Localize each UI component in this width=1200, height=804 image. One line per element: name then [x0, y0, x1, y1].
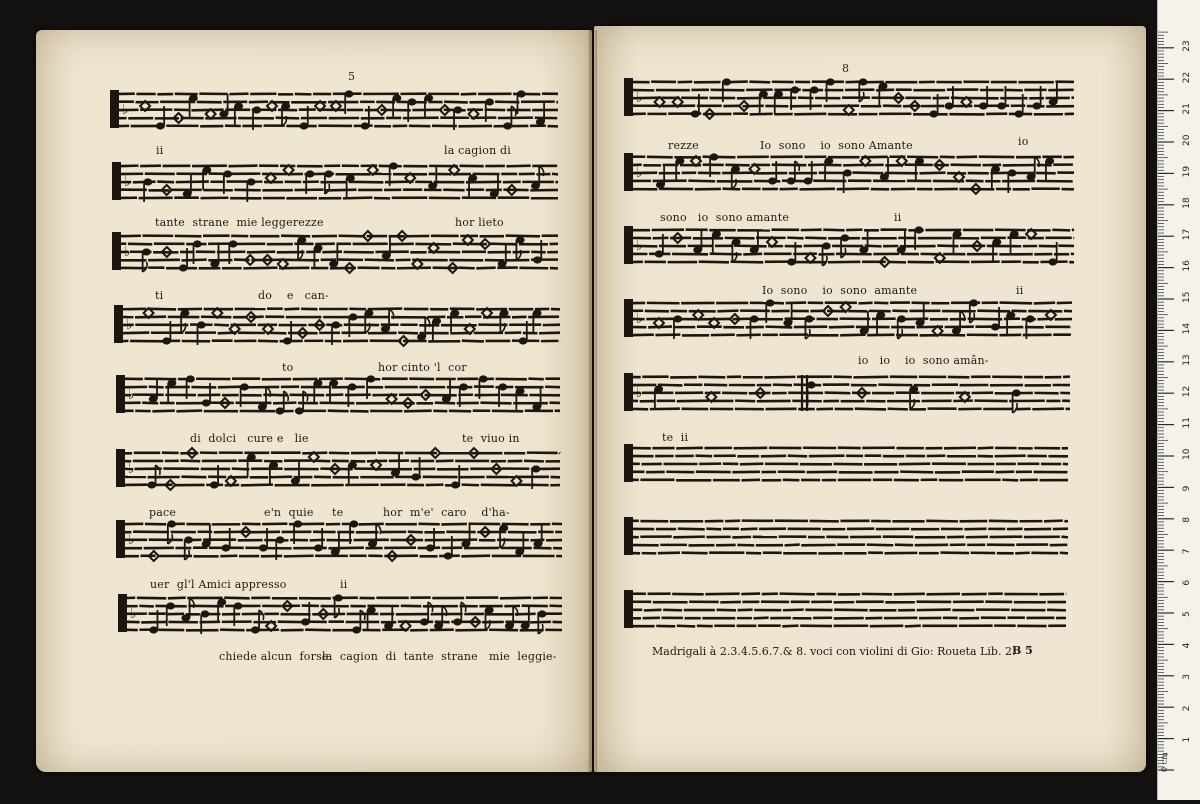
ruler-mark-label: 8 — [1182, 517, 1192, 523]
clef-mark — [624, 299, 633, 337]
ruler-unit-label: 0 cm — [1160, 752, 1169, 772]
staff-line — [1061, 537, 1068, 538]
staff-line — [157, 182, 174, 183]
staff-line — [328, 411, 349, 412]
staff-line — [764, 377, 795, 378]
key-signature-mark: ♭ — [128, 461, 135, 477]
staff-line — [658, 385, 682, 386]
measurement-ruler — [1157, 0, 1200, 800]
staff-line — [524, 461, 544, 462]
ruler-mark-label: 3 — [1182, 674, 1192, 680]
clef-mark — [624, 590, 633, 628]
staff-line — [258, 341, 278, 342]
clef-mark — [112, 162, 121, 200]
staff-line — [740, 464, 763, 465]
staff-line — [743, 254, 762, 255]
right-lyric-line-4: io io io sono amân- — [858, 354, 989, 367]
key-signature-mark: ♭ — [124, 244, 131, 260]
left-lyric-line-7: ii — [340, 578, 347, 591]
left-lyric-line-5: di dolci cure e lie — [190, 432, 309, 445]
staff-line — [698, 377, 725, 378]
key-signature-mark: ♭ — [128, 387, 135, 403]
staff-line — [1002, 480, 1018, 481]
staff-line — [284, 309, 299, 310]
left-staff-5 — [116, 373, 560, 419]
staff-line — [507, 166, 531, 167]
staff-line — [489, 244, 518, 245]
staff-line — [853, 377, 888, 378]
staff-line — [461, 556, 490, 557]
staff-line — [682, 553, 708, 554]
ruler-mark-label: 13 — [1182, 354, 1192, 365]
right-lyric-line-1: io — [1018, 135, 1029, 148]
staff-line — [480, 403, 511, 404]
ruler-mark-label: 2 — [1182, 705, 1192, 711]
staff-line — [144, 379, 176, 380]
ruler-scale — [1158, 0, 1200, 800]
staff-line — [408, 532, 423, 533]
right-lyric-line-1: Io sono io sono Amante — [760, 139, 913, 152]
staff-line — [706, 529, 721, 530]
clef-mark — [624, 226, 633, 264]
clef-mark — [624, 78, 633, 116]
staff-line — [995, 472, 1014, 473]
key-signature-mark: ♭ — [122, 102, 129, 118]
ruler-mark-label: 18 — [1182, 197, 1192, 209]
staff-line — [855, 409, 886, 410]
staff-line — [466, 182, 501, 183]
staff-line — [677, 626, 695, 627]
staff-line — [128, 244, 152, 245]
staff-line — [495, 102, 519, 103]
ruler-mark-label: 6 — [1182, 580, 1192, 586]
ruler-mark-label: 12 — [1182, 386, 1192, 397]
staff-line — [1052, 230, 1070, 231]
right-lyric-line-2: sono io sono amante — [660, 211, 789, 224]
staff-line — [765, 327, 792, 328]
left-staff-1 — [110, 88, 558, 134]
staff-line — [878, 385, 912, 386]
left-lyric-line-2: tante strane mie leggerezze — [155, 216, 324, 229]
clef-mark — [624, 373, 633, 411]
staff-line — [492, 411, 523, 412]
staff-line — [214, 325, 229, 326]
staff-line — [725, 521, 740, 522]
printer-footer: Madrigali à 2.3.4.5.6.7.& 8. voci con violini di Gio: Roueta Lib. 2. — [652, 645, 1015, 658]
ruler-mark-label: 17 — [1182, 229, 1192, 240]
staff-line — [1000, 303, 1033, 304]
left-lyric-line-7: uer gl'l Amici appresso — [150, 578, 287, 591]
staff-line — [995, 456, 1026, 457]
key-signature-mark: ♭ — [636, 165, 643, 181]
right-staff-5 — [624, 371, 1070, 417]
staff-line — [530, 622, 551, 623]
left-lyric-line-6: hor m'e' caro d'ha- — [383, 506, 510, 519]
left-staff-3 — [112, 230, 558, 276]
staff-line — [750, 114, 773, 115]
right-staff-6 — [624, 442, 1068, 488]
key-signature-mark: ♭ — [636, 238, 643, 254]
clef-mark — [624, 444, 633, 482]
book-gutter — [589, 30, 597, 772]
ruler-mark-label: 5 — [1182, 611, 1192, 617]
left-staff-8 — [118, 592, 562, 638]
staff-line — [732, 537, 751, 538]
staff-line — [734, 246, 767, 247]
staff-line — [506, 236, 540, 237]
staff-line — [695, 456, 712, 457]
staff-line — [799, 189, 835, 190]
staff-line — [449, 411, 471, 412]
staff-line — [785, 545, 800, 546]
staff-line — [926, 521, 958, 522]
staff-line — [191, 110, 223, 111]
ruler-mark-label: 1 — [1182, 737, 1192, 743]
right-page-number: 8 — [842, 62, 849, 75]
staff-line — [782, 626, 798, 627]
staff-line — [829, 327, 854, 328]
staff-line — [977, 311, 1010, 312]
staff-line — [1015, 553, 1030, 554]
staff-line — [783, 610, 804, 611]
staff-line — [805, 238, 826, 239]
left-lyric-line-3: ti — [155, 289, 163, 302]
staff-line — [229, 166, 258, 167]
staff-line — [867, 545, 894, 546]
staff-line — [907, 157, 938, 158]
staff-line — [368, 309, 403, 310]
left-lyric-line-8: la cagion di tante strane mie leggie- — [322, 650, 557, 663]
key-signature-mark: ♭ — [636, 385, 643, 401]
staff-line — [325, 190, 356, 191]
right-lyric-line-3: Io sono io sono amante — [762, 284, 917, 297]
staff-line — [435, 403, 455, 404]
staff-line — [852, 173, 883, 174]
key-signature-mark: ♭ — [124, 174, 131, 190]
right-staff-3 — [624, 224, 1074, 270]
staff-line — [978, 448, 994, 449]
clef-mark — [116, 375, 125, 413]
left-lyric-line-5: te viuo in — [462, 432, 520, 445]
staff-line — [905, 626, 921, 627]
staff-line — [741, 529, 758, 530]
staff-line — [673, 537, 705, 538]
staff-line — [139, 606, 154, 607]
staff-line — [284, 556, 314, 557]
staff-line — [462, 485, 479, 486]
staff-line — [837, 189, 870, 190]
clef-mark — [110, 90, 119, 128]
staff-line — [1044, 521, 1063, 522]
staff-line — [825, 393, 851, 394]
right-lyric-line-2: ii — [894, 211, 901, 224]
left-staff-6 — [116, 447, 560, 493]
staff-line — [552, 174, 558, 175]
staff-line — [270, 477, 292, 478]
staff-line — [476, 268, 495, 269]
staff-line — [779, 594, 814, 595]
right-staff-7 — [624, 515, 1068, 561]
left-lyric-line-6: pace — [149, 506, 176, 519]
ruler-mark-label: 11 — [1182, 417, 1192, 428]
left-lyric-line-8: chiede alcun forse — [219, 650, 329, 663]
staff-line — [224, 598, 249, 599]
staff-line — [749, 82, 770, 83]
staff-line — [735, 401, 755, 402]
staff-line — [218, 387, 243, 388]
staff-line — [809, 456, 845, 457]
staff-line — [731, 262, 764, 263]
staff-line — [148, 309, 176, 310]
staff-line — [176, 411, 202, 412]
staff-line — [1032, 409, 1064, 410]
staff-line — [214, 532, 249, 533]
staff-line — [688, 181, 715, 182]
staff-line — [678, 529, 705, 530]
staff-line — [823, 230, 844, 231]
staff-line — [241, 485, 273, 486]
staff-line — [834, 610, 868, 611]
staff-line — [937, 246, 958, 247]
staff-line — [397, 268, 431, 269]
staff-line — [247, 252, 275, 253]
ruler-mark-label: 20 — [1182, 134, 1192, 146]
staff-line — [840, 335, 865, 336]
staff-line — [481, 485, 516, 486]
left-lyric-line-3: do e can- — [258, 289, 329, 302]
staff-line — [243, 268, 277, 269]
ruler-mark-label: 21 — [1182, 103, 1192, 114]
right-lyric-line-1: rezze — [668, 139, 699, 152]
staff-line — [180, 461, 200, 462]
right-staff-2 — [624, 151, 1074, 197]
left-lyric-line-1: la cagion di — [444, 144, 511, 157]
staff-line — [787, 238, 803, 239]
key-signature-mark: ♭ — [130, 606, 137, 622]
staff-line — [461, 94, 477, 95]
staff-line — [359, 524, 384, 525]
staff-line — [458, 268, 474, 269]
ruler-mark-label: 14 — [1182, 323, 1192, 335]
key-signature-mark: ♭ — [126, 317, 133, 333]
staff-line — [644, 610, 662, 611]
ruler-mark-label: 19 — [1182, 166, 1192, 178]
right-staff-1 — [624, 76, 1074, 122]
right-staff-4 — [624, 297, 1072, 343]
staff-line — [989, 521, 1018, 522]
staff-line — [142, 403, 158, 404]
left-lyric-line-1: ii — [156, 144, 163, 157]
left-staff-2 — [112, 160, 558, 206]
staff-line — [1060, 553, 1068, 554]
ruler-mark-label: 23 — [1182, 40, 1192, 51]
left-lyric-line-4: to — [282, 361, 293, 374]
key-signature-mark: ♭ — [636, 90, 643, 106]
staff-line — [711, 90, 745, 91]
ruler-mark-label: 9 — [1182, 485, 1192, 491]
staff-line — [966, 181, 984, 182]
staff-line — [859, 303, 873, 304]
left-lyric-line-4: hor cinto 'l cor — [378, 361, 467, 374]
staff-line — [919, 173, 945, 174]
key-signature-mark: ♭ — [636, 311, 643, 327]
staff-line — [528, 379, 543, 380]
staff-line — [305, 630, 331, 631]
staff-line — [462, 341, 484, 342]
staff-line — [736, 335, 760, 336]
staff-line — [944, 448, 976, 449]
staff-line — [398, 333, 418, 334]
staff-line — [539, 333, 560, 334]
left-lyric-line-2: hor lieto — [455, 216, 504, 229]
staff-line — [365, 260, 394, 261]
ruler-mark-label: 7 — [1182, 548, 1192, 554]
staff-line — [917, 610, 951, 611]
clef-mark — [118, 594, 127, 632]
staff-line — [328, 548, 363, 549]
staff-line — [794, 114, 826, 115]
staff-line — [926, 594, 960, 595]
clef-mark — [624, 517, 633, 555]
ruler-mark-label: 22 — [1182, 72, 1192, 83]
staff-line — [500, 598, 531, 599]
staff-line — [152, 411, 174, 412]
staff-line — [699, 262, 729, 263]
staff-line — [137, 598, 166, 599]
staff-line — [444, 102, 468, 103]
ruler-mark-label: 16 — [1182, 260, 1192, 272]
staff-line — [788, 456, 808, 457]
staff-line — [273, 403, 296, 404]
staff-line — [276, 118, 300, 119]
key-signature-mark: ♭ — [128, 532, 135, 548]
clef-mark — [116, 520, 125, 558]
staff-line — [404, 411, 432, 412]
clef-mark — [114, 305, 123, 343]
staff-line — [281, 236, 310, 237]
staff-line — [754, 618, 769, 619]
right-lyric-line-3: ii — [1016, 284, 1023, 297]
staff-line — [676, 448, 703, 449]
left-lyric-line-6: e'n quie te — [264, 506, 343, 519]
staff-line — [703, 157, 736, 158]
staff-line — [951, 165, 981, 166]
ruler-mark-label: 15 — [1182, 292, 1192, 303]
staff-line — [738, 610, 753, 611]
ruler-mark-label: 10 — [1182, 448, 1192, 460]
staff-line — [559, 453, 560, 454]
staff-line — [339, 236, 365, 237]
clef-mark — [624, 153, 633, 191]
staff-line — [717, 311, 738, 312]
staff-line — [900, 472, 933, 473]
left-staff-4 — [114, 303, 560, 349]
staff-line — [761, 456, 786, 457]
left-staff-7 — [116, 518, 562, 564]
staff-line — [168, 598, 186, 599]
staff-line — [1034, 303, 1055, 304]
ruler-mark-label: 4 — [1182, 642, 1192, 648]
right-lyric-line-5: te ii — [662, 431, 688, 444]
clef-mark — [112, 232, 121, 270]
right-staff-8 — [624, 588, 1066, 634]
left-page-number: 5 — [348, 70, 355, 83]
clef-mark — [116, 449, 125, 487]
staff-line — [773, 385, 792, 386]
signature-mark: B 5 — [1012, 644, 1033, 657]
staff-line — [888, 409, 908, 410]
